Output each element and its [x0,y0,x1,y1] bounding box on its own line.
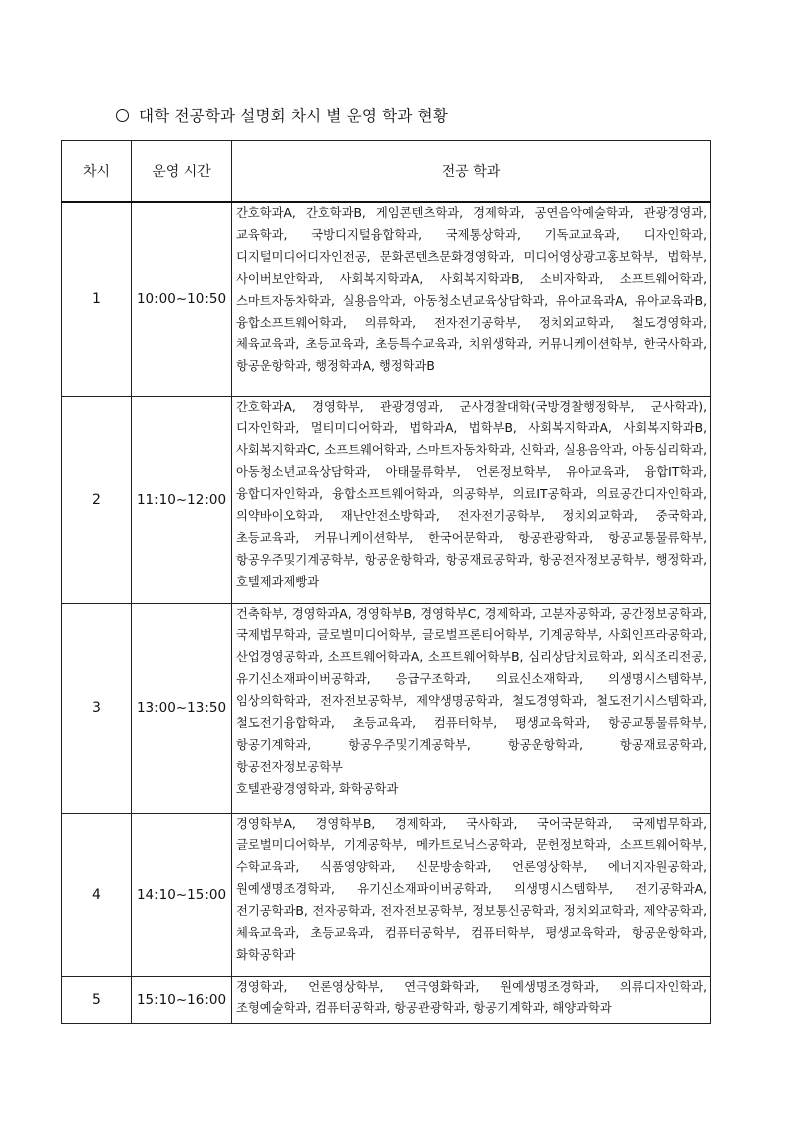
header-majors: 전공 학과 [232,141,711,203]
table-header-row [62,141,711,203]
time-cell: 10:00~10:50 [132,202,232,396]
majors-cell [232,603,711,813]
session-cell: 2 [62,396,132,603]
majors-text: 경영학부A, 경영학부B, 경제학과, 국사학과, 국어국문학과, 국제법무학과, 글로벌미디어학부, 기계공학부, 메카트로닉스공학과, 문헌정보학과, 소프트웨어학부, 수학교육과, 식품영양학과, 신문방송학과, 언론영상학부, 에너지자원공학과, 원예생명조경학과, 유기신소재파이버공학과, 의생명시스템학부, 전기공학과A, 전기공학과B, 전자공학과, 전자전보공학부, 정보통신공학과, 정치외교학과, 제약공학과, 체육교육과, 초등교육과, 컴퓨터공학부, 컴퓨터학부, 평생교육학과, 항공운항학과, 화학공학과 [236,816,707,962]
session-cell: 4 [62,813,132,976]
session-cell: 3 [62,603,132,813]
session-cell: 1 [62,202,132,396]
majors-cell [232,976,711,1023]
schedule-table [61,140,711,1024]
header-time: 운영 시간 [132,141,232,203]
time-cell: 11:10~12:00 [132,396,232,603]
time-cell: 13:00~13:50 [132,603,232,813]
table-row [62,396,711,603]
circle-bullet-icon [116,109,129,122]
table-row [62,813,711,976]
majors-extra-text: 호텔관광경영학과, 화학공학과 [236,781,399,796]
table-row [62,202,711,396]
majors-text: 건축학부, 경영학과A, 경영학부B, 경영학부C, 경제학과, 고분자공학과, 공간정보공학과, 국제법무학과, 글로벌미디어학부, 글로벌프론티어학부, 기계공학부, 사회인프라공학과, 산업경영공학과, 소프트웨어학과A, 소프트웨어학부B, 심리상담치료학과, 외식조리전공, 유기신소재파이버공학과, 응급구조학과, 의료신소재학과, 의생명시스템학부, 임상의학학과, 전자전보공학부, 제약생명공학과, 철도경영학과, 철도전기시스템학과, 철도전기융합학과, 초등교육과, 컴퓨터학부, 평생교육학과, 항공교통물류학부, 항공기계학과, 항공우주및기계공학부, 항공운항학과, 항공재료공학과, 항공전자정보공학부 [236,606,707,774]
title-text: 대학 전공학과 설명회 차시 별 운영 학과 현황 [139,107,449,125]
majors-cell [232,396,711,603]
table-row [62,603,711,813]
majors-text: 경영학과, 언론영상학부, 연극영화학과, 원예생명조경학과, 의류디자인학과, 조형예술학과, 컴퓨터공학과, 항공관광학과, 항공기계학과, 해양과학과 [236,979,707,1016]
session-cell: 5 [62,976,132,1023]
majors-cell [232,202,711,396]
time-cell: 15:10~16:00 [132,976,232,1023]
time-cell: 14:10~15:00 [132,813,232,976]
majors-text: 간호학과A, 경영학부, 관광경영과, 군사경찰대학(국방경찰행정학부, 군사학과), 디자인학과, 멀티미디어학과, 법학과A, 법학부B, 사회복지학과A, 사회복지학과B, 사회복지학과C, 소프트웨어학과, 스마트자동차학과, 신학과, 실용음악과, 아동심리학과, 아동청소년교육상담학과, 아태물류학부, 언론정보학부, 유아교육과, 융합IT학과, 융합디자인학과, 융합소프트웨어학과, 의공학부, 의료IT공학과, 의료공간디자인학과, 의약바이오학과, 재난안전소방학과, 전자전기공학부, 정치외교학과, 중국학과, 초등교육과, 커뮤니케이션학부, 한국어문학과, 항공관광학과, 항공교통물류학부, 항공우주및기계공학부, 항공운항학과, 항공재료공학과, 항공전자정보공학부, 행정학과, 호텔제과제빵과 [236,399,707,589]
majors-cell [232,813,711,976]
document-title [116,104,448,126]
header-session: 차시 [62,141,132,203]
table-row [62,976,711,1023]
majors-text: 간호학과A, 간호학과B, 게임콘텐츠학과, 경제학과, 공연음악예술학과, 관광경영과, 교육학과, 국방디지털융합학과, 국제통상학과, 기독교교육과, 디자인학과, 디지털미디어디자인전공, 문화콘텐츠문화경영학과, 미디어영상광고홍보학부, 법학부, 사이버보안학과, 사회복지학과A, 사회복지학과B, 소비자학과, 소프트웨어학과, 스마트자동차학과, 실용음악과, 아동청소년교육상담학과, 유아교육과A, 유아교육과B, 융합소프트웨어학과, 의류학과, 전자전기공학부, 정치외교학과, 철도경영학과, 체육교육과, 초등교육과, 초등특수교육과, 치위생학과, 커뮤니케이션학부, 한국사학과, 항공운항학과, 행정학과A, 행정학과B [236,206,707,374]
